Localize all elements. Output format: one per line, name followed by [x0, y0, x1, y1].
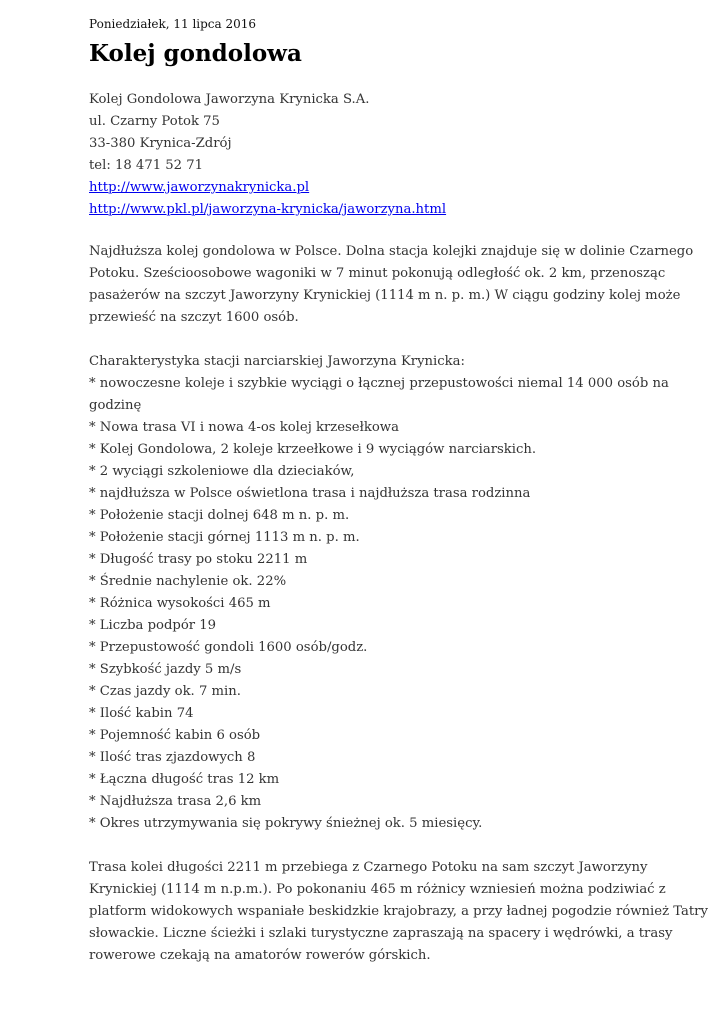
- street-address: ul. Czarny Potok 75: [89, 114, 220, 129]
- features-heading: Charakterystyka stacji narciarskiej Jaworzyna Krynicka:: [89, 354, 465, 369]
- list-item: * Szybkość jazdy 5 m/s: [89, 662, 242, 677]
- city-address: 33-380 Krynica-Zdrój: [89, 136, 232, 151]
- list-item: * Położenie stacji dolnej 648 m n. p. m.: [89, 508, 350, 523]
- paragraph-line: platform widokowych wspaniałe beskidzkie krajobrazy, a przy ładnej pogodzie również Tatry: [89, 904, 708, 919]
- paragraph-line: przewieść na szczyt 1600 osób.: [89, 310, 299, 325]
- list-item: * Okres utrzymywania się pokrywy śnieżnej ok. 5 miesięcy.: [89, 816, 483, 831]
- list-item: * Ilość kabin 74: [89, 706, 194, 721]
- list-item: * 2 wyciągi szkoleniowe dla dzieciaków,: [89, 464, 355, 479]
- paragraph-line: Trasa kolei długości 2211 m przebiega z Czarnego Potoku na sam szczyt Jaworzyny: [89, 860, 648, 875]
- paragraph-line: pasażerów na szczyt Jaworzyny Krynickiej (1114 m n. p. m.) W ciągu godziny kolej może: [89, 288, 681, 303]
- list-item: * Przepustowość gondoli 1600 osób/godz.: [89, 640, 368, 655]
- list-item: * Długość trasy po stoku 2211 m: [89, 552, 308, 567]
- list-item: * Czas jazdy ok. 7 min.: [89, 684, 241, 699]
- paragraph-line: słowackie. Liczne ścieżki i szlaki turystyczne zapraszają na spacery i wędrówki, a trasy: [89, 926, 673, 941]
- paragraph-line: Potoku. Sześcioosobowe wagoniki w 7 minut pokonują odległość ok. 2 km, przenosząc: [89, 266, 666, 281]
- document-date: Poniedziałek, 11 lipca 2016: [89, 17, 257, 31]
- list-item: * Różnica wysokości 465 m: [89, 596, 271, 611]
- website-link-pkl[interactable]: http://www.pkl.pl/jaworzyna-krynicka/jaworzyna.html: [89, 202, 447, 217]
- list-item: * Średnie nachylenie ok. 22%: [89, 574, 287, 589]
- description-paragraph: [89, 241, 694, 329]
- list-item: * Łączna długość tras 12 km: [89, 772, 280, 787]
- list-item: * Nowa trasa VI i nowa 4-os kolej krzesełkowa: [89, 420, 399, 435]
- website-link-jaworzyna[interactable]: http://www.jaworzynakrynicka.pl: [89, 180, 310, 195]
- list-item: * Najdłuższa trasa 2,6 km: [89, 794, 262, 809]
- document-title: Kolej gondolowa: [89, 40, 302, 67]
- route-paragraph: [89, 857, 708, 967]
- link-line-2: [89, 199, 689, 221]
- company-name: Kolej Gondolowa Jaworzyna Krynicka S.A.: [89, 92, 370, 107]
- list-item: * najdłuższa w Polsce oświetlona trasa i najdłuższa trasa rodzinna: [89, 486, 531, 501]
- features-list: [89, 351, 689, 835]
- list-item: godzinę: [89, 398, 142, 413]
- paragraph-line: rowerowe czekają na amatorów rowerów górskich.: [89, 948, 431, 963]
- list-item: * Liczba podpór 19: [89, 618, 217, 633]
- list-item: * Ilość tras zjazdowych 8: [89, 750, 256, 765]
- list-item: * nowoczesne koleje i szybkie wyciągi o łącznej przepustowości niemal 14 000 osób na: [89, 376, 669, 391]
- paragraph-line: Najdłuższa kolej gondolowa w Polsce. Dolna stacja kolejki znajduje się w dolinie Czarnego: [89, 244, 694, 259]
- paragraph-line: Krynickiej (1114 m n.p.m.). Po pokonaniu 465 m różnicy wzniesień można podziwiać z: [89, 882, 666, 897]
- list-item: * Pojemność kabin 6 osób: [89, 728, 261, 743]
- phone-number: tel: 18 471 52 71: [89, 158, 204, 173]
- list-item: * Położenie stacji górnej 1113 m n. p. m.: [89, 530, 360, 545]
- address-block: [89, 89, 689, 221]
- document-page: [89, 14, 708, 967]
- link-line-1: [89, 177, 689, 199]
- list-item: * Kolej Gondolowa, 2 koleje krzeełkowe i 9 wyciągów narciarskich.: [89, 442, 537, 457]
